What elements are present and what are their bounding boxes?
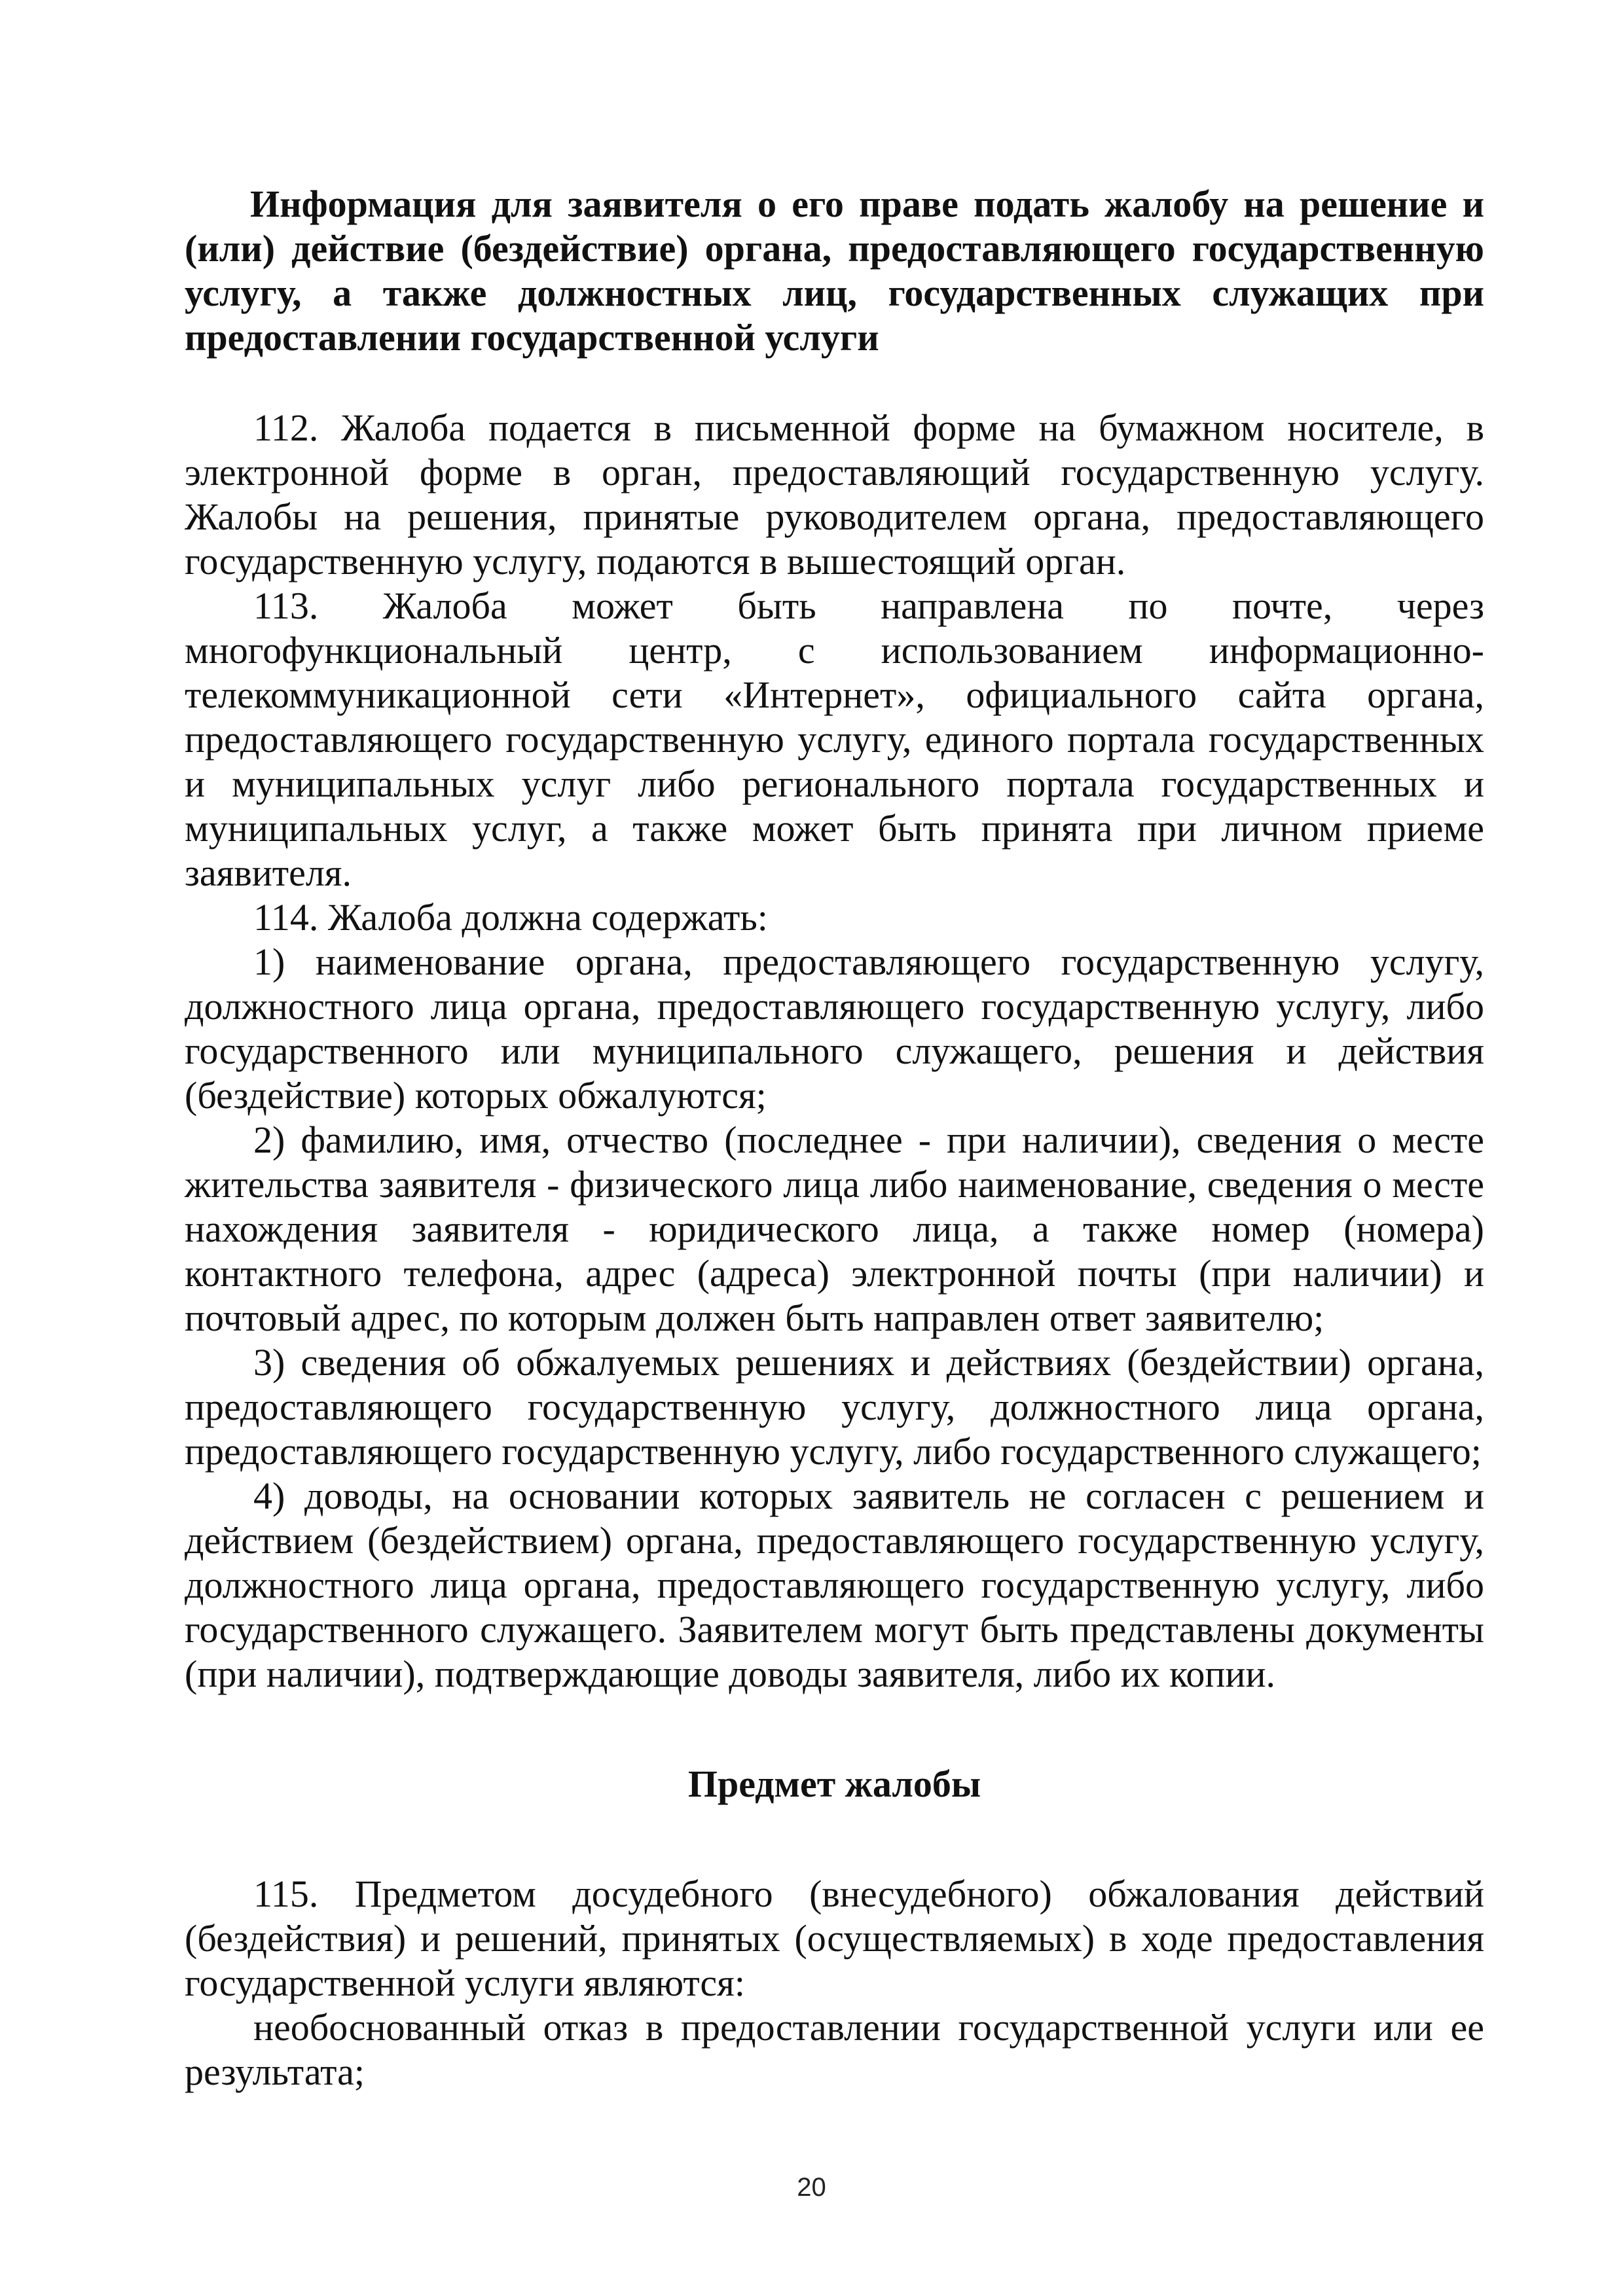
- list-item-4: 4) доводы, на основании которых заявитель не согласен с решением и действием (бездействием) органа, предоставляющего государственную услугу, должностного лица органа, предоставляющего государственную услугу, либо государственного служащего. Заявителем могут быть представлены документы (при наличии), подтверждающие доводы заявителя, либо их копии.: [185, 1475, 1484, 1695]
- paragraph-115-item: необоснованный отказ в предоставлении государственной услуги или ее результата;: [185, 2006, 1484, 2093]
- paragraph-group-1: [185, 406, 1484, 1696]
- paragraph-115: 115. Предметом досудебного (внесудебного) обжалования действий (бездействия) и решений, принятых (осуществляемых) в ходе предоставления государственной услуги являются:: [185, 1873, 1484, 2004]
- subheading-complaint-subject: Предмет жалобы: [687, 1763, 981, 1805]
- list-item-1: 1) наименование органа, предоставляющего государственную услугу, должностного лица органа, предоставляющего государственную услугу, либо государственного или муниципального служащего, решения и действия (бездействие) которых обжалуются;: [185, 941, 1484, 1117]
- paragraph-group-2: [185, 1872, 1484, 2094]
- paragraph-113: 113. Жалоба может быть направлена по почте, через многофункциональный центр, с использованием информационно-телекоммуникационной сети «Интернет», официального сайта органа, предоставляющего государственную услугу, единого портала государственных и муниципальных услуг либо регионального портала государственных и муниципальных услуг, а также может быть принята при личном приеме заявителя.: [185, 584, 1484, 894]
- list-item-2: 2) фамилию, имя, отчество (последнее - при наличии), сведения о месте жительства заявителя - физического лица либо наименование, сведения о месте нахождения заявителя - юридического лица, а также номер (номера) контактного телефона, адрес (адреса) электронной почты (при наличии) и почтовый адрес, по которым должен быть направлен ответ заявителю;: [185, 1119, 1484, 1339]
- page-number: 20: [797, 2173, 826, 2202]
- paragraph-112: 112. Жалоба подается в письменной форме на бумажном носителе, в электронной форме в орган, предоставляющий государственную услугу. Жалобы на решения, принятые руководителем органа, предоставляющего государственную услугу, подаются в вышестоящий орган.: [185, 406, 1484, 583]
- section-heading: Информация для заявителя о его праве подать жалобу на решение и (или) действие (бездействие) органа, предоставляющего государственную услугу, а также должностных лиц, государственных служащих при предоставлении государственной услуги: [185, 183, 1484, 359]
- paragraph-114: 114. Жалоба должна содержать:: [253, 896, 768, 939]
- document-page: [185, 182, 1484, 2094]
- list-item-3: 3) сведения об обжалуемых решениях и действиях (бездействии) органа, предоставляющего государственную услугу, должностного лица органа, предоставляющего государственную услугу, либо государственного служащего;: [185, 1341, 1484, 1473]
